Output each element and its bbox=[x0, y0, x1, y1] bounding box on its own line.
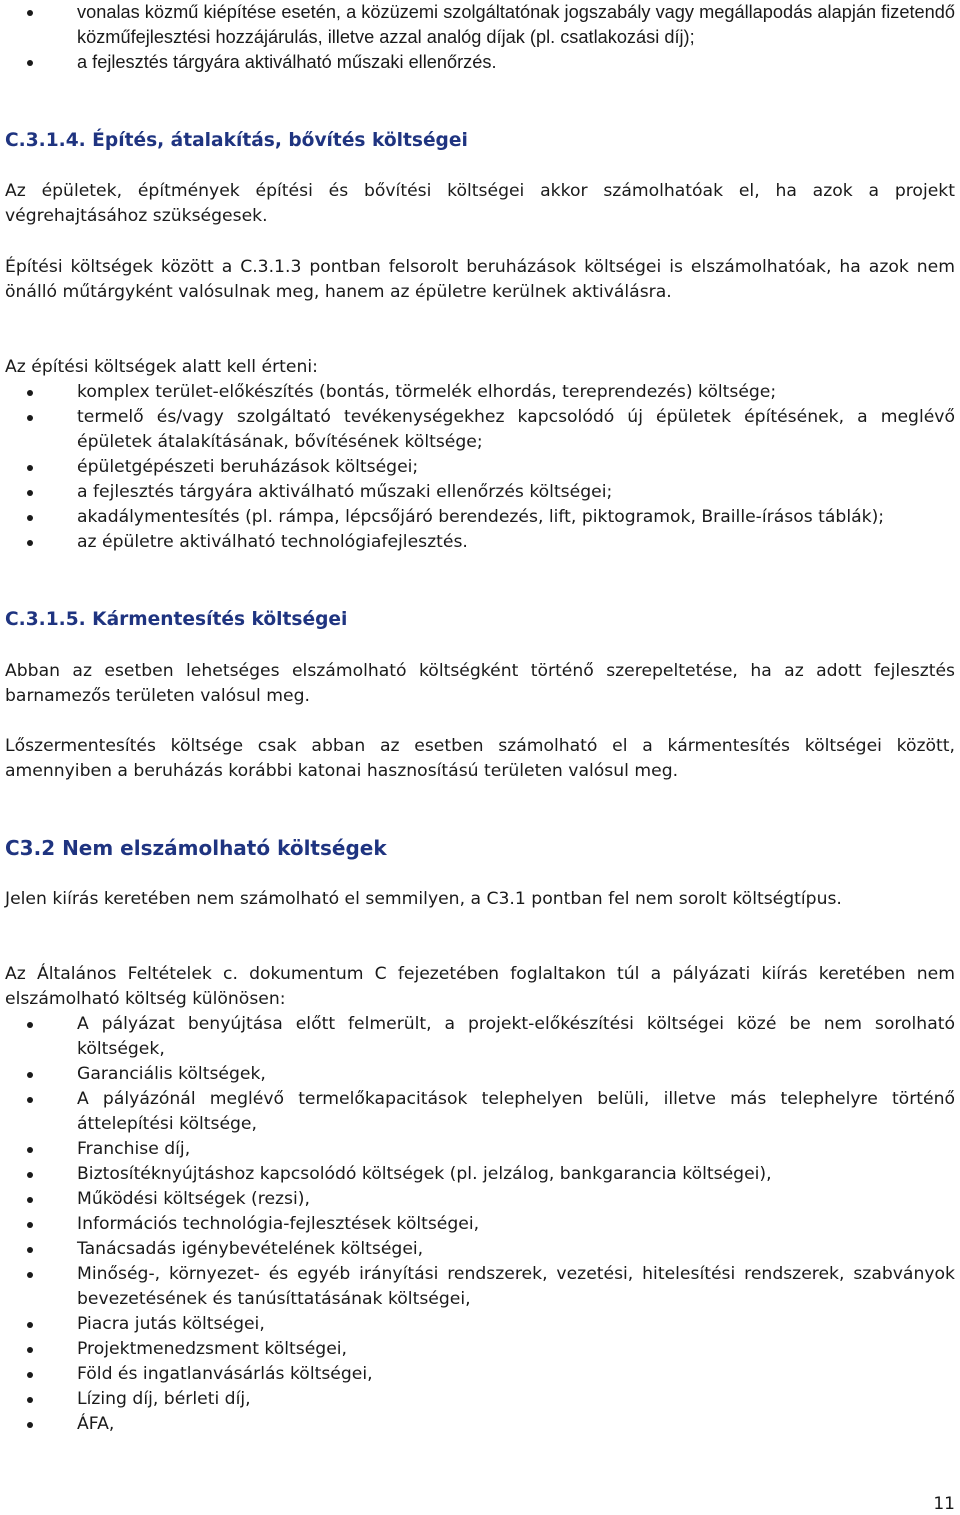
list-item: komplex terület-előkészítés (bontás, törmelék elhordás, tereprendezés) költsége; bbox=[5, 380, 955, 405]
construction-costs-list bbox=[5, 380, 955, 555]
bullet-icon bbox=[27, 1322, 33, 1328]
bullet-icon bbox=[27, 10, 33, 16]
bullet-icon bbox=[27, 1222, 33, 1228]
section-heading-c314: C.3.1.4. Építés, átalakítás, bővítés költségei bbox=[5, 130, 468, 151]
paragraph: Abban az esetben lehetséges elszámolható költségként történő szerepeltetése, ha az adott fejlesztés barnamezős területen valósul meg. bbox=[5, 661, 955, 706]
list-item: Minőség-, környezet- és egyéb irányítási rendszerek, vezetési, hitelesítési rendszerek, szabványok bevezetésének és tanúsíttatásának költségei, bbox=[5, 1262, 955, 1312]
list-item: Működési költségek (rezsi), bbox=[5, 1187, 955, 1212]
list-item: Információs technológia-fejlesztések költségei, bbox=[5, 1212, 955, 1237]
bullet-icon bbox=[27, 1372, 33, 1378]
list-item: a fejlesztés tárgyára aktiválható műszaki ellenőrzés. bbox=[5, 50, 955, 75]
list-item: az épületre aktiválható technológiafejlesztés. bbox=[5, 530, 955, 555]
top-bullet-list bbox=[5, 0, 955, 75]
list-item: Garanciális költségek, bbox=[5, 1062, 955, 1087]
bullet-icon bbox=[27, 1022, 33, 1028]
list-item: Piacra jutás költségei, bbox=[5, 1312, 955, 1337]
list-item: Franchise díj, bbox=[5, 1137, 955, 1162]
paragraph: Építési költségek között a C.3.1.3 pontban felsorolt beruházások költségei is elszámolhatóak, ha azok nem önálló műtárgyként valósulnak meg, hanem az épületre kerülnek aktiválásra. bbox=[5, 257, 955, 302]
list-item: vonalas közmű kiépítése esetén, a közüzemi szolgáltatónak jogszabály vagy megállapodás alapján fizetendő közműfejlesztési hozzájárulás, illetve azzal analóg díjak (pl. csatlakozási díj); bbox=[5, 0, 955, 50]
paragraph: Az építési költségek alatt kell érteni: bbox=[5, 357, 318, 377]
list-item: Tanácsadás igénybevételének költségei, bbox=[5, 1237, 955, 1262]
paragraph: Lőszermentesítés költsége csak abban az esetben számolható el a kármentesítés költségei között, amennyiben a beruházás korábbi katonai hasznosítású területen valósul meg. bbox=[5, 736, 955, 781]
list-item: ÁFA, bbox=[5, 1412, 955, 1437]
list-item: épületgépészeti beruházások költségei; bbox=[5, 455, 955, 480]
bullet-icon bbox=[27, 1247, 33, 1253]
list-item: Föld és ingatlanvásárlás költségei, bbox=[5, 1362, 955, 1387]
bullet-icon bbox=[27, 415, 33, 421]
paragraph: Jelen kiírás keretében nem számolható el semmilyen, a C3.1 pontban fel nem sorolt költségtípus. bbox=[5, 889, 842, 909]
list-item: Projektmenedzsment költségei, bbox=[5, 1337, 955, 1362]
bullet-icon bbox=[27, 540, 33, 546]
paragraph: Az Általános Feltételek c. dokumentum C fejezetében foglaltakon túl a pályázati kiírás keretében nem elszámolható költség különösen: bbox=[5, 964, 955, 1009]
list-item: termelő és/vagy szolgáltató tevékenységekhez kapcsolódó új épületek építésének, a meglévő épületek átalakításának, bővítésének költsége; bbox=[5, 405, 955, 455]
list-item: A pályázónál meglévő termelőkapacitások telephelyen belüli, illetve más telephelyre történő áttelepítési költsége, bbox=[5, 1087, 955, 1137]
bullet-icon bbox=[27, 1197, 33, 1203]
bullet-icon bbox=[27, 1272, 33, 1278]
list-item: Lízing díj, bérleti díj, bbox=[5, 1387, 955, 1412]
list-item: A pályázat benyújtása előtt felmerült, a projekt-előkészítési költségei közé be nem sorolható költségek, bbox=[5, 1012, 955, 1062]
section-heading-c32: C3.2 Nem elszámolható költségek bbox=[5, 836, 387, 860]
page-number: 11 bbox=[933, 1494, 955, 1514]
bullet-icon bbox=[27, 1397, 33, 1403]
bullet-icon bbox=[27, 1422, 33, 1428]
non-eligible-costs-list bbox=[5, 1012, 955, 1437]
paragraph: Az épületek, építmények építési és bővítési költségei akkor számolhatóak el, ha azok a projekt végrehajtásához szükségesek. bbox=[5, 181, 955, 226]
bullet-icon bbox=[27, 1072, 33, 1078]
bullet-icon bbox=[27, 1147, 33, 1153]
bullet-icon bbox=[27, 1172, 33, 1178]
list-item: Biztosítéknyújtáshoz kapcsolódó költségek (pl. jelzálog, bankgarancia költségei), bbox=[5, 1162, 955, 1187]
section-heading-c315: C.3.1.5. Kármentesítés költségei bbox=[5, 609, 348, 630]
bullet-icon bbox=[27, 465, 33, 471]
list-item: a fejlesztés tárgyára aktiválható műszaki ellenőrzés költségei; bbox=[5, 480, 955, 505]
bullet-icon bbox=[27, 1097, 33, 1103]
bullet-icon bbox=[27, 515, 33, 521]
bullet-icon bbox=[27, 1347, 33, 1353]
bullet-icon bbox=[27, 390, 33, 396]
bullet-icon bbox=[27, 490, 33, 496]
list-item: akadálymentesítés (pl. rámpa, lépcsőjáró berendezés, lift, piktogramok, Braille-írásos táblák); bbox=[5, 505, 955, 530]
bullet-icon bbox=[27, 60, 33, 66]
